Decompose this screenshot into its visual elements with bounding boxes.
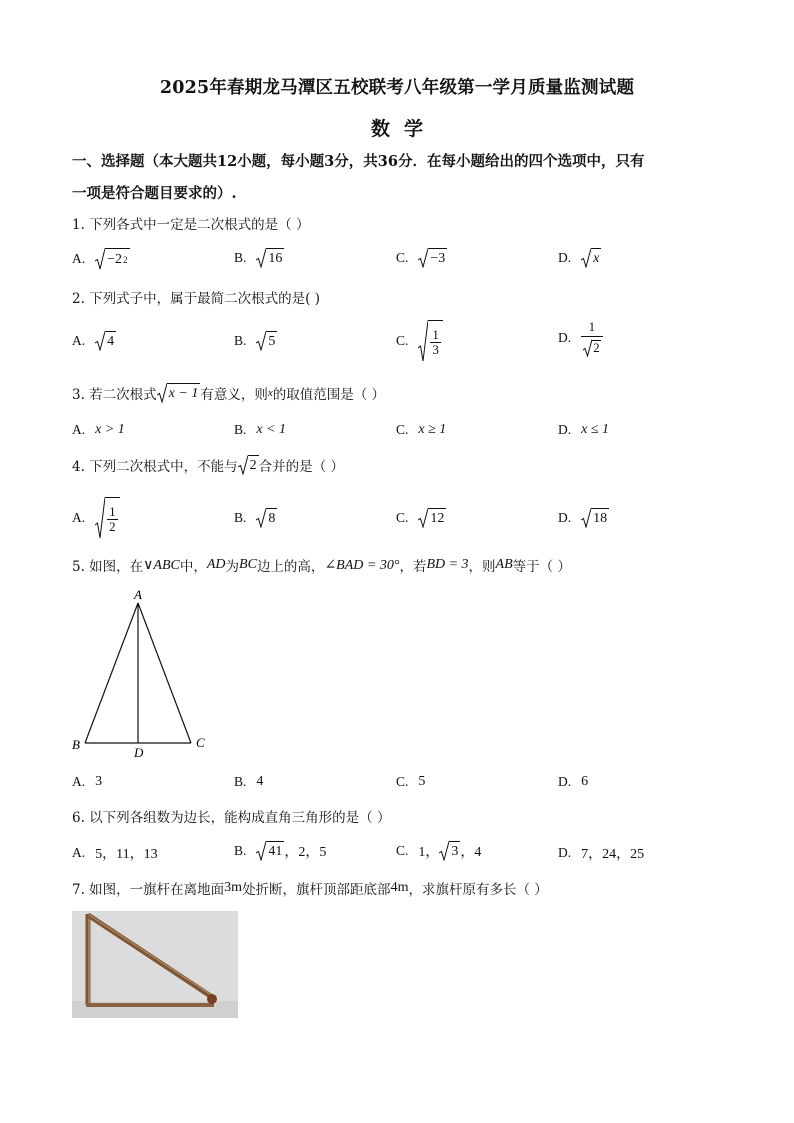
question-4-option-c: C. 12 — [396, 510, 445, 526]
question-2-option-d: D. $\frac{1}{2}$ — [558, 320, 603, 357]
question-3-option-d: D. x ≤ 1 — [558, 422, 610, 437]
exam-title: 2025年春期龙马潭区五校联考八年级第一学月质量监测试题 — [159, 78, 635, 98]
label-b: B — [72, 737, 80, 752]
option-letter: A. — [72, 251, 86, 266]
question-2-option-a: A. 4 — [72, 333, 115, 349]
sqrt-expression: −3 — [418, 248, 447, 268]
fraction-expression: $\frac{1}{2}$ — [581, 320, 603, 357]
question-3-option-b: B. x < 1 — [234, 422, 287, 437]
question-5-option-c: C. 5 — [396, 774, 426, 789]
sqrt-expression: 12 — [418, 508, 446, 528]
question-1-option-d: D. x — [558, 250, 600, 266]
question-4-option-d: D. 18 — [558, 510, 608, 526]
sqrt-expression: x — [581, 248, 601, 268]
question-2-option-b: B. 5 — [234, 333, 276, 349]
sqrt-fraction: $\frac{1}{2}$ — [95, 497, 120, 539]
question-5-option-b: B. 4 — [234, 774, 264, 789]
subject-title: 数学 — [370, 118, 437, 140]
sqrt-fraction: $\frac{1}{3}$ — [418, 320, 443, 362]
sqrt-expression: 4 — [95, 331, 116, 351]
sqrt-expression: 5 — [256, 331, 277, 351]
question-3-stem: 3. 若二次根式 x − 1 有意义，则 x 的取值范围是（ ） — [72, 383, 385, 403]
sqrt-expression: 16 — [256, 248, 284, 268]
sqrt-expression: −2 2 — [95, 248, 129, 270]
sqrt-expression: x − 1 — [157, 383, 201, 403]
question-1-option-c: C. −3 — [396, 250, 446, 266]
question-1-stem: 1. 下列各式中一定是二次根式的是（ ） — [72, 217, 310, 233]
section-heading-line2: 一项是符合题目要求的）. — [72, 185, 237, 202]
question-6-option-c: C. 1， 3 ，4 — [396, 843, 482, 860]
question-4-option-a: A. $\frac{1}{2}$ — [72, 497, 120, 539]
question-2-stem: 2. 下列式子中，属于最简二次根式的是( ) — [72, 291, 320, 307]
label-d: D — [134, 745, 144, 760]
sqrt-expression: 8 — [256, 508, 277, 528]
broken-flagpole-photo — [72, 911, 238, 1018]
question-6-option-a: A. 5，11，13 — [72, 845, 158, 862]
question-6-option-b: B. 41 ，2，5 — [234, 843, 327, 860]
question-4-stem: 4. 下列二次根式中，不能与 2 合并的是（ ） — [72, 455, 344, 475]
section-heading-line1: 一、选择题（本大题共12小题，每小题3分，共36分．在每小题给出的四个选项中，只有 — [72, 153, 645, 170]
side-ac — [138, 603, 191, 743]
question-5-option-d: D. 6 — [558, 774, 589, 789]
question-3-option-a: A. x > 1 — [72, 422, 125, 437]
question-5-stem: 5. 如图，在 ∨ABC 中， AD 为 BC 边上的高， ∠BAD = 30° ，若 BD = 3 ，则 AB 等于（ ） — [72, 557, 571, 575]
label-c: C — [196, 735, 205, 750]
label-a: A — [134, 587, 142, 602]
pole-top-ball — [207, 994, 217, 1004]
sqrt-expression: 41 — [256, 841, 284, 861]
question-7-stem: 7. 如图，一旗杆在离地面 3m 处折断，旗杆顶部距底部 4m ，求旗杆原有多长（ ） — [72, 880, 548, 898]
side-ab — [85, 603, 138, 743]
sqrt-expression: 3 — [439, 841, 460, 861]
question-1-option-b: B. 16 — [234, 250, 283, 266]
question-5-option-a: A. 3 — [72, 774, 103, 789]
question-1-option-a — [72, 248, 130, 270]
triangle-figure — [68, 585, 218, 765]
question-3-option-c: C. x ≥ 1 — [396, 422, 447, 437]
sqrt-expression: 2 — [238, 455, 259, 475]
question-4-option-b: B. 8 — [234, 510, 276, 526]
question-6-option-d: D. 7，24，25 — [558, 845, 645, 862]
sqrt-expression: 18 — [581, 508, 609, 528]
question-2-option-c: C. $\frac{1}{3}$ — [396, 320, 443, 362]
question-6-stem: 6. 以下列各组数为边长，能构成直角三角形的是（ ） — [72, 810, 391, 826]
